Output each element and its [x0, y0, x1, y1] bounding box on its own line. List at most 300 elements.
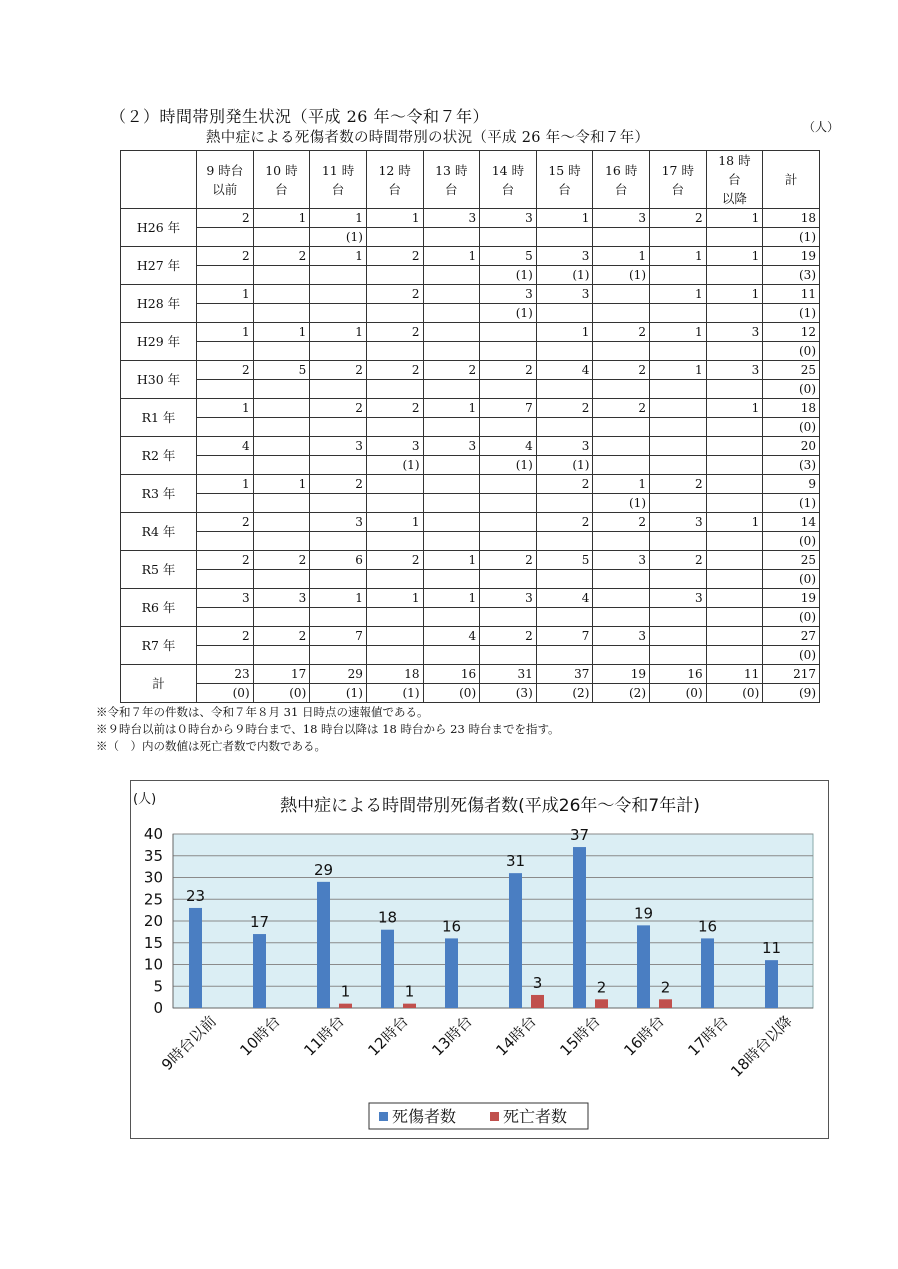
chart-frame: [130, 780, 829, 1139]
row-label: H27 年: [121, 247, 197, 285]
count-cell: 3: [480, 209, 537, 228]
death-cell: [310, 646, 367, 665]
count-cell: 29: [310, 665, 367, 684]
table-row-deaths: [121, 418, 820, 437]
corner-cell: [121, 151, 197, 209]
count-cell: 3: [197, 589, 254, 608]
count-cell: 3: [480, 589, 537, 608]
death-cell: [706, 418, 763, 437]
bar-deaths: [339, 1004, 352, 1008]
data-label: 3: [532, 973, 543, 992]
count-cell: 2: [593, 399, 650, 418]
count-cell: [650, 437, 707, 456]
death-cell: (9): [763, 684, 820, 703]
table-row: [121, 399, 820, 418]
death-cell: [480, 608, 537, 627]
count-cell: 1: [197, 475, 254, 494]
death-cell: [366, 304, 423, 323]
death-cell: [423, 418, 480, 437]
count-cell: 1: [536, 209, 593, 228]
death-cell: [253, 570, 310, 589]
col-header-5: [480, 151, 537, 209]
death-cell: [423, 380, 480, 399]
count-cell: 2: [423, 361, 480, 380]
death-cell: [253, 266, 310, 285]
bar-deaths: [531, 995, 544, 1008]
death-cell: (1): [366, 684, 423, 703]
legend-swatch-deaths: [490, 1112, 499, 1121]
count-cell: 2: [366, 285, 423, 304]
count-cell: 9: [763, 475, 820, 494]
death-cell: [480, 494, 537, 513]
death-cell: [650, 342, 707, 361]
count-cell: 18: [366, 665, 423, 684]
count-cell: [706, 551, 763, 570]
row-label: R1 年: [121, 399, 197, 437]
table-row-deaths: [121, 266, 820, 285]
count-cell: 1: [536, 323, 593, 342]
death-cell: [253, 608, 310, 627]
col-header-line: 台: [671, 181, 685, 197]
death-cell: [480, 570, 537, 589]
death-cell: [650, 456, 707, 475]
count-cell: 2: [197, 361, 254, 380]
death-cell: (2): [536, 684, 593, 703]
count-cell: 2: [536, 513, 593, 532]
count-cell: [706, 437, 763, 456]
count-cell: 1: [706, 209, 763, 228]
count-cell: [593, 589, 650, 608]
count-cell: 1: [650, 361, 707, 380]
death-cell: [706, 266, 763, 285]
table-row: [121, 285, 820, 304]
death-cell: (1): [480, 304, 537, 323]
x-tick-label: 16時台: [620, 1012, 668, 1060]
death-cell: [197, 380, 254, 399]
x-tick-label: 10時台: [236, 1012, 284, 1060]
death-cell: (0): [197, 684, 254, 703]
count-cell: 2: [253, 627, 310, 646]
count-cell: 1: [593, 475, 650, 494]
count-cell: 1: [253, 209, 310, 228]
table-row: [121, 551, 820, 570]
death-cell: [366, 570, 423, 589]
x-tick-label: 9時台以前: [157, 1012, 220, 1075]
count-cell: 1: [706, 285, 763, 304]
row-label: R5 年: [121, 551, 197, 589]
col-header-7: [593, 151, 650, 209]
death-cell: [536, 532, 593, 551]
count-cell: 217: [763, 665, 820, 684]
death-cell: [706, 570, 763, 589]
death-cell: (1): [763, 304, 820, 323]
count-cell: 11: [706, 665, 763, 684]
data-label: 37: [569, 826, 590, 845]
y-tick-label: 15: [143, 933, 163, 952]
count-cell: 1: [650, 285, 707, 304]
y-tick-label: 0: [153, 999, 163, 1017]
col-header-line: 9 時台: [206, 162, 244, 178]
y-tick-label: 20: [143, 912, 163, 930]
death-cell: [536, 342, 593, 361]
data-label: 23: [185, 886, 206, 905]
count-cell: 25: [763, 551, 820, 570]
row-label: H26 年: [121, 209, 197, 247]
bar-casualties: [317, 882, 330, 1008]
count-cell: 2: [197, 627, 254, 646]
count-cell: 1: [310, 589, 367, 608]
count-cell: 31: [480, 665, 537, 684]
note-2: ※９時台以前は０時台から９時台まで、18 時台以降は 18 時台から 23 時台までを指す。: [96, 722, 560, 736]
y-tick-label: 40: [143, 825, 163, 843]
count-cell: 1: [423, 247, 480, 266]
death-cell: [253, 418, 310, 437]
death-cell: [197, 570, 254, 589]
count-cell: 1: [650, 323, 707, 342]
note-1: ※令和７年の件数は、令和７年８月 31 日時点の速報値である。: [96, 705, 429, 719]
unit-label: （人）: [803, 120, 840, 134]
death-cell: [310, 342, 367, 361]
count-cell: 1: [650, 247, 707, 266]
death-cell: [423, 646, 480, 665]
col-header-6: [536, 151, 593, 209]
table-row: [121, 589, 820, 608]
death-cell: [197, 646, 254, 665]
count-cell: [253, 513, 310, 532]
death-cell: [366, 380, 423, 399]
death-cell: (1): [763, 494, 820, 513]
row-label: H29 年: [121, 323, 197, 361]
death-cell: (0): [706, 684, 763, 703]
death-cell: (0): [650, 684, 707, 703]
death-cell: [650, 228, 707, 247]
count-cell: 14: [763, 513, 820, 532]
count-cell: 2: [480, 551, 537, 570]
count-cell: 2: [366, 399, 423, 418]
count-cell: 4: [197, 437, 254, 456]
table-row-deaths: [121, 304, 820, 323]
y-tick-label: 25: [143, 890, 163, 909]
bar-deaths: [659, 999, 672, 1008]
count-cell: 2: [310, 399, 367, 418]
count-cell: 2: [197, 209, 254, 228]
death-cell: [650, 494, 707, 513]
death-cell: [310, 494, 367, 513]
legend-label-casualties: 死傷者数: [392, 1107, 457, 1126]
col-header-line: 10 時: [265, 162, 298, 178]
count-cell: 1: [366, 513, 423, 532]
row-label: R6 年: [121, 589, 197, 627]
x-tick-label: 11時台: [300, 1012, 348, 1060]
death-cell: [480, 228, 537, 247]
death-cell: [423, 494, 480, 513]
death-cell: (0): [763, 532, 820, 551]
death-cell: (3): [763, 266, 820, 285]
col-header-line: 台: [501, 181, 515, 197]
bar-casualties: [445, 938, 458, 1008]
death-cell: [197, 266, 254, 285]
death-cell: [536, 304, 593, 323]
death-cell: [253, 532, 310, 551]
count-cell: [253, 399, 310, 418]
death-cell: (0): [763, 418, 820, 437]
bar-casualties: [381, 930, 394, 1008]
count-cell: 2: [650, 475, 707, 494]
col-header-line: 台: [275, 181, 288, 197]
bar-casualties: [637, 925, 650, 1008]
death-cell: [366, 532, 423, 551]
count-cell: 1: [310, 209, 367, 228]
table-row: [121, 437, 820, 456]
death-cell: [480, 380, 537, 399]
count-cell: 7: [480, 399, 537, 418]
death-cell: (0): [763, 608, 820, 627]
death-cell: [423, 304, 480, 323]
count-cell: 3: [536, 285, 593, 304]
death-cell: (1): [310, 684, 367, 703]
death-cell: [197, 304, 254, 323]
death-cell: [706, 608, 763, 627]
death-cell: [593, 456, 650, 475]
table-row-deaths: [121, 684, 820, 703]
count-cell: 1: [310, 247, 367, 266]
death-cell: (0): [763, 342, 820, 361]
death-cell: [423, 342, 480, 361]
table-title: 熱中症による死傷者数の時間帯別の状況（平成 26 年～令和７年）: [206, 130, 650, 146]
count-cell: 3: [310, 513, 367, 532]
death-cell: [423, 608, 480, 627]
count-cell: 4: [423, 627, 480, 646]
section-title: （２）時間帯別発生状況（平成 26 年～令和７年）: [110, 107, 490, 126]
count-cell: [650, 627, 707, 646]
death-cell: [650, 608, 707, 627]
death-cell: [366, 418, 423, 437]
death-cell: [423, 228, 480, 247]
death-cell: [310, 304, 367, 323]
death-cell: [593, 304, 650, 323]
row-label: R7 年: [121, 627, 197, 665]
death-cell: [650, 266, 707, 285]
col-header-line: 台: [331, 181, 345, 197]
count-cell: 20: [763, 437, 820, 456]
table-row-deaths: [121, 532, 820, 551]
death-cell: [480, 342, 537, 361]
count-cell: 4: [480, 437, 537, 456]
death-cell: [366, 266, 423, 285]
count-cell: 3: [310, 437, 367, 456]
count-cell: 19: [763, 589, 820, 608]
death-cell: (2): [593, 684, 650, 703]
count-cell: 25: [763, 361, 820, 380]
death-cell: [593, 380, 650, 399]
death-cell: [253, 304, 310, 323]
bar-casualties: [765, 960, 778, 1008]
col-header-1: [253, 151, 310, 209]
death-cell: [650, 646, 707, 665]
count-cell: 18: [763, 209, 820, 228]
count-cell: 2: [480, 627, 537, 646]
data-label: 11: [761, 939, 782, 958]
count-cell: 3: [536, 437, 593, 456]
count-cell: 7: [310, 627, 367, 646]
data-label: 1: [340, 982, 351, 1001]
col-header-line: 台: [558, 181, 571, 197]
y-tick-label: 30: [143, 868, 163, 887]
count-cell: 17: [253, 665, 310, 684]
data-label: 1: [404, 982, 415, 1001]
death-cell: [197, 456, 254, 475]
count-cell: 3: [593, 627, 650, 646]
col-header-line: 台: [614, 181, 628, 197]
col-header-8: [650, 151, 707, 209]
bar-casualties: [189, 908, 202, 1008]
table-row-deaths: [121, 494, 820, 513]
count-cell: 2: [536, 475, 593, 494]
count-cell: 1: [593, 247, 650, 266]
count-cell: 18: [763, 399, 820, 418]
count-cell: [480, 513, 537, 532]
x-tick-label: 13時台: [428, 1012, 476, 1060]
count-cell: 5: [480, 247, 537, 266]
count-cell: 1: [253, 323, 310, 342]
col-header-line: 以前: [212, 181, 238, 197]
count-cell: 1: [423, 399, 480, 418]
death-cell: (0): [253, 684, 310, 703]
count-cell: 2: [197, 551, 254, 570]
count-cell: [310, 285, 367, 304]
death-cell: (1): [593, 266, 650, 285]
death-cell: [480, 418, 537, 437]
death-cell: [650, 570, 707, 589]
death-cell: [423, 532, 480, 551]
death-cell: [197, 494, 254, 513]
row-label: R2 年: [121, 437, 197, 475]
data-label: 17: [249, 913, 270, 932]
count-cell: 3: [366, 437, 423, 456]
death-cell: [310, 570, 367, 589]
death-cell: (0): [763, 570, 820, 589]
death-cell: (3): [480, 684, 537, 703]
table-row: [121, 513, 820, 532]
count-cell: 19: [593, 665, 650, 684]
death-cell: [593, 532, 650, 551]
data-label: 19: [633, 904, 654, 923]
chart-title: 熱中症による時間帯別死傷者数(平成26年～令和7年計): [280, 796, 700, 816]
death-cell: [650, 380, 707, 399]
count-cell: 1: [706, 399, 763, 418]
count-cell: [423, 513, 480, 532]
bar-casualties: [509, 873, 522, 1008]
count-cell: [650, 399, 707, 418]
x-tick-label: 17時台: [684, 1012, 732, 1060]
col-header-line: 計: [784, 172, 798, 187]
count-cell: 4: [536, 589, 593, 608]
count-cell: 1: [310, 323, 367, 342]
death-cell: [310, 380, 367, 399]
table-row-deaths: [121, 570, 820, 589]
legend-label-deaths: 死亡者数: [503, 1107, 568, 1126]
death-cell: [366, 342, 423, 361]
death-cell: (1): [536, 266, 593, 285]
data-label: 31: [505, 852, 526, 871]
count-cell: 2: [366, 247, 423, 266]
table-row: [121, 323, 820, 342]
count-cell: [423, 323, 480, 342]
col-header-line: 以降: [721, 191, 747, 206]
count-cell: 16: [650, 665, 707, 684]
count-cell: 3: [706, 361, 763, 380]
death-cell: (3): [763, 456, 820, 475]
death-cell: [253, 228, 310, 247]
death-cell: [650, 304, 707, 323]
death-cell: [366, 228, 423, 247]
death-cell: [650, 418, 707, 437]
table-row-deaths: [121, 456, 820, 475]
count-cell: 2: [593, 361, 650, 380]
death-cell: [593, 570, 650, 589]
death-cell: [650, 532, 707, 551]
col-header-line: 17 時: [661, 162, 694, 178]
count-cell: 23: [197, 665, 254, 684]
data-label: 16: [697, 917, 718, 936]
death-cell: [706, 456, 763, 475]
col-header-line: 台: [388, 181, 401, 197]
count-cell: 6: [310, 551, 367, 570]
death-cell: [593, 342, 650, 361]
y-axis-unit: (人): [133, 792, 157, 807]
count-cell: [253, 437, 310, 456]
death-cell: [253, 342, 310, 361]
count-cell: 1: [197, 323, 254, 342]
count-cell: 3: [423, 437, 480, 456]
bar-casualties: [253, 934, 266, 1008]
count-cell: [366, 627, 423, 646]
bar-casualties: [701, 938, 714, 1008]
col-header-line: 12 時: [378, 162, 411, 178]
death-cell: (1): [593, 494, 650, 513]
table-row: [121, 475, 820, 494]
count-cell: 2: [593, 323, 650, 342]
death-cell: (1): [310, 228, 367, 247]
death-cell: [253, 494, 310, 513]
count-cell: [706, 627, 763, 646]
death-cell: [706, 228, 763, 247]
death-cell: [310, 418, 367, 437]
death-cell: [366, 646, 423, 665]
death-cell: [480, 532, 537, 551]
count-cell: 2: [310, 475, 367, 494]
death-cell: [593, 418, 650, 437]
col-header-2: [310, 151, 367, 209]
count-cell: 3: [536, 247, 593, 266]
count-cell: 2: [253, 247, 310, 266]
death-cell: [706, 304, 763, 323]
data-label: 2: [660, 978, 671, 997]
count-cell: 4: [536, 361, 593, 380]
row-label: H28 年: [121, 285, 197, 323]
count-cell: 3: [593, 209, 650, 228]
death-cell: (1): [480, 266, 537, 285]
count-cell: 3: [706, 323, 763, 342]
table-row-deaths: [121, 608, 820, 627]
death-cell: [706, 532, 763, 551]
death-cell: [310, 608, 367, 627]
table-row: [121, 627, 820, 646]
count-cell: 3: [423, 209, 480, 228]
count-cell: 2: [366, 551, 423, 570]
count-cell: 2: [197, 247, 254, 266]
death-cell: [706, 646, 763, 665]
